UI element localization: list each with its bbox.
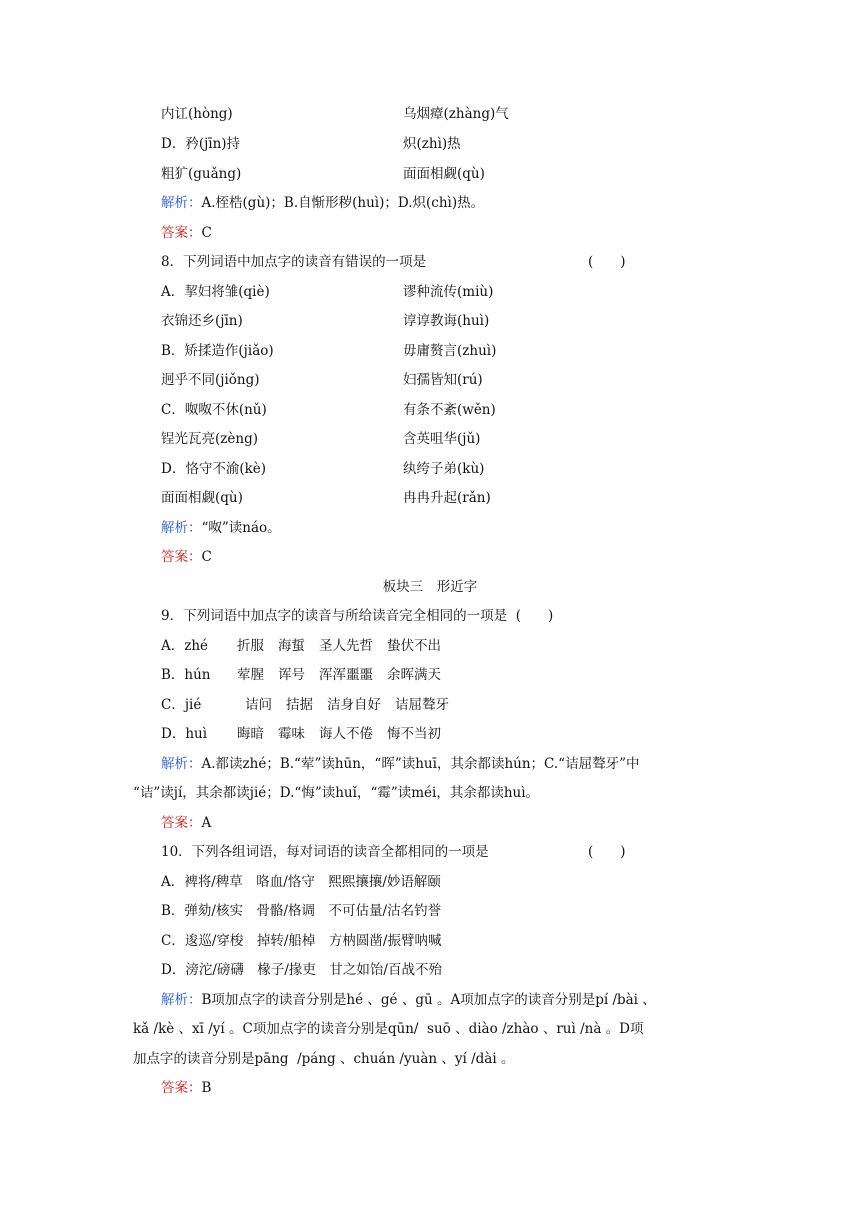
- q7-analysis: [161, 193, 484, 213]
- q8-answer: [161, 547, 212, 567]
- q8-row8-right: 冉冉升起(rǎn): [403, 490, 491, 506]
- q10-option-d: D．滂沱/磅礴 椽子/掾吏 甘之如饴/百战不殆: [161, 962, 442, 978]
- q8-row7-left: D．恪守不渝(kè): [161, 461, 267, 477]
- q8-stem: 8．下列词语中加点字的读音有错误的一项是: [161, 254, 427, 270]
- answer-label: 答案：: [161, 1080, 202, 1096]
- analysis-label: 解析：: [161, 195, 202, 211]
- option-word: 洁身自好: [327, 697, 381, 713]
- q8-row2-left: 衣锦还乡(jīn): [161, 313, 243, 329]
- analysis-text: A.都读zhé；B.“荤”读hūn，“晖”读huī，其余都读hún；C.“诘屈聱牙”中: [201, 756, 640, 772]
- q10-answer-paren: ( ): [588, 844, 626, 860]
- q10-answer: [161, 1078, 211, 1098]
- q9-answer: [161, 813, 211, 833]
- q9-stem-text: 9．下列词语中加点字的读音与所给读音完全相同的一项是: [161, 608, 508, 624]
- q8-row5-left: C．呶呶不休(nǔ): [161, 402, 267, 418]
- option-word: 悔不当初: [387, 726, 441, 742]
- option-word: 诘屈聱牙: [395, 697, 449, 713]
- option-word: 余晖满天: [387, 667, 441, 683]
- q8-row1-left: A．挈妇将雏(qiè): [161, 284, 270, 300]
- q8-row7-right: 纨绔子弟(kù): [403, 461, 485, 477]
- option-word: 晦暗: [237, 726, 264, 742]
- q9-answer-paren: ( ): [515, 608, 554, 624]
- q8-row6-right: 含英咀华(jǔ): [403, 431, 481, 447]
- option-label: D．huì: [161, 726, 208, 742]
- answer-label: 答案：: [161, 815, 202, 831]
- option-word: 圣人先哲: [319, 638, 373, 654]
- q7-row3-left: 粗犷(guǎng): [161, 166, 242, 182]
- option-label: A．zhé: [161, 638, 209, 654]
- q10-stem: 10．下列各组词语，每对词语的读音全都相同的一项是: [161, 844, 489, 860]
- option-word: 诲人不倦: [319, 726, 373, 742]
- q8-row4-left: 迥乎不同(jiǒng): [161, 372, 260, 388]
- q9-analysis-line1: [161, 754, 639, 774]
- q8-row2-right: 谆谆教诲(huì): [403, 313, 490, 329]
- q8-row6-left: 锃光瓦亮(zèng): [161, 431, 258, 447]
- q10-analysis-line2: kǎ /kè 、xī /yí 。C项加点字的读音分别是qūn/ suō 、diào /zhào 、ruì /nà 。D项: [133, 1021, 644, 1037]
- q8-analysis: [161, 518, 281, 538]
- analysis-label: 解析：: [161, 756, 202, 772]
- answer-label: 答案：: [161, 549, 202, 565]
- option-word: 诨号: [278, 667, 305, 683]
- answer-text: B: [201, 1080, 212, 1096]
- q10-option-c: C．逡巡/穿梭 掉转/船棹 方枘圆凿/振臂呐喊: [161, 933, 442, 949]
- q8-row5-right: 有条不紊(wěn): [403, 402, 496, 418]
- answer-text: C: [201, 549, 212, 565]
- q8-row3-right: 毋庸赘言(zhuì): [403, 343, 497, 359]
- analysis-text: B项加点字的读音分别是hé 、gé 、gū 。A项加点字的读音分别是pí /bài 、: [201, 992, 656, 1008]
- q7-row2-left: D．矜(jīn)持: [161, 136, 241, 152]
- answer-text: C: [201, 225, 212, 241]
- q7-row1-left: 内讧(hòng): [161, 106, 233, 122]
- option-word: 海蜇: [278, 638, 305, 654]
- option-word: 荤腥: [237, 667, 264, 683]
- option-word: 拮据: [286, 697, 313, 713]
- analysis-text: A.桎梏(gù)；B.自惭形秽(huì)；D.炽(chì)热。: [201, 195, 485, 211]
- q7-row2-right: 炽(zhì)热: [403, 136, 461, 152]
- analysis-text: “呶”读náo。: [201, 520, 281, 536]
- option-word: 霉味: [278, 726, 305, 742]
- section-title: 板块三 形近字: [382, 579, 478, 595]
- q10-option-a: A．裨将/稗草 咯血/恪守 熙熙攘攘/妙语解颐: [161, 874, 441, 890]
- q10-analysis-line3: 加点字的读音分别是pāng /páng 、chuán /yuàn 、yí /dài 。: [133, 1051, 515, 1067]
- q9-option-a: [161, 636, 455, 656]
- q9-stem: [161, 606, 553, 626]
- q9-option-b: [161, 665, 455, 685]
- q7-answer: [161, 223, 212, 243]
- answer-label: 答案：: [161, 225, 202, 241]
- q7-row1-right: 乌烟瘴(zhàng)气: [403, 106, 509, 122]
- q9-analysis-line2: “诘”读jí，其余都读jié；D.“悔”读huǐ，“霉”读méi，其余都读huì。: [133, 785, 540, 801]
- q8-row4-right: 妇孺皆知(rú): [403, 372, 483, 388]
- answer-text: A: [201, 815, 212, 831]
- option-word: 折服: [237, 638, 264, 654]
- q8-row3-left: B．矫揉造作(jiǎo): [161, 343, 274, 359]
- analysis-label: 解析：: [161, 520, 202, 536]
- option-label: C．jié: [161, 697, 202, 713]
- q10-option-b: B．弹劾/核实 骨骼/格调 不可估量/沽名钓誉: [161, 903, 442, 919]
- q9-option-c: [161, 695, 463, 715]
- option-word: 蛰伏不出: [387, 638, 441, 654]
- q8-row8-left: 面面相觑(qù): [161, 490, 243, 506]
- q7-row3-right: 面面相觑(qù): [403, 166, 485, 182]
- q8-answer-paren: ( ): [588, 254, 626, 270]
- option-label: B．hún: [161, 667, 211, 683]
- analysis-label: 解析：: [161, 992, 202, 1008]
- q9-option-d: [161, 724, 455, 744]
- q8-row1-right: 谬种流传(miù): [403, 284, 494, 300]
- option-word: 浑浑噩噩: [319, 667, 373, 683]
- q10-analysis-line1: [161, 990, 656, 1010]
- option-word: 诘问: [245, 697, 272, 713]
